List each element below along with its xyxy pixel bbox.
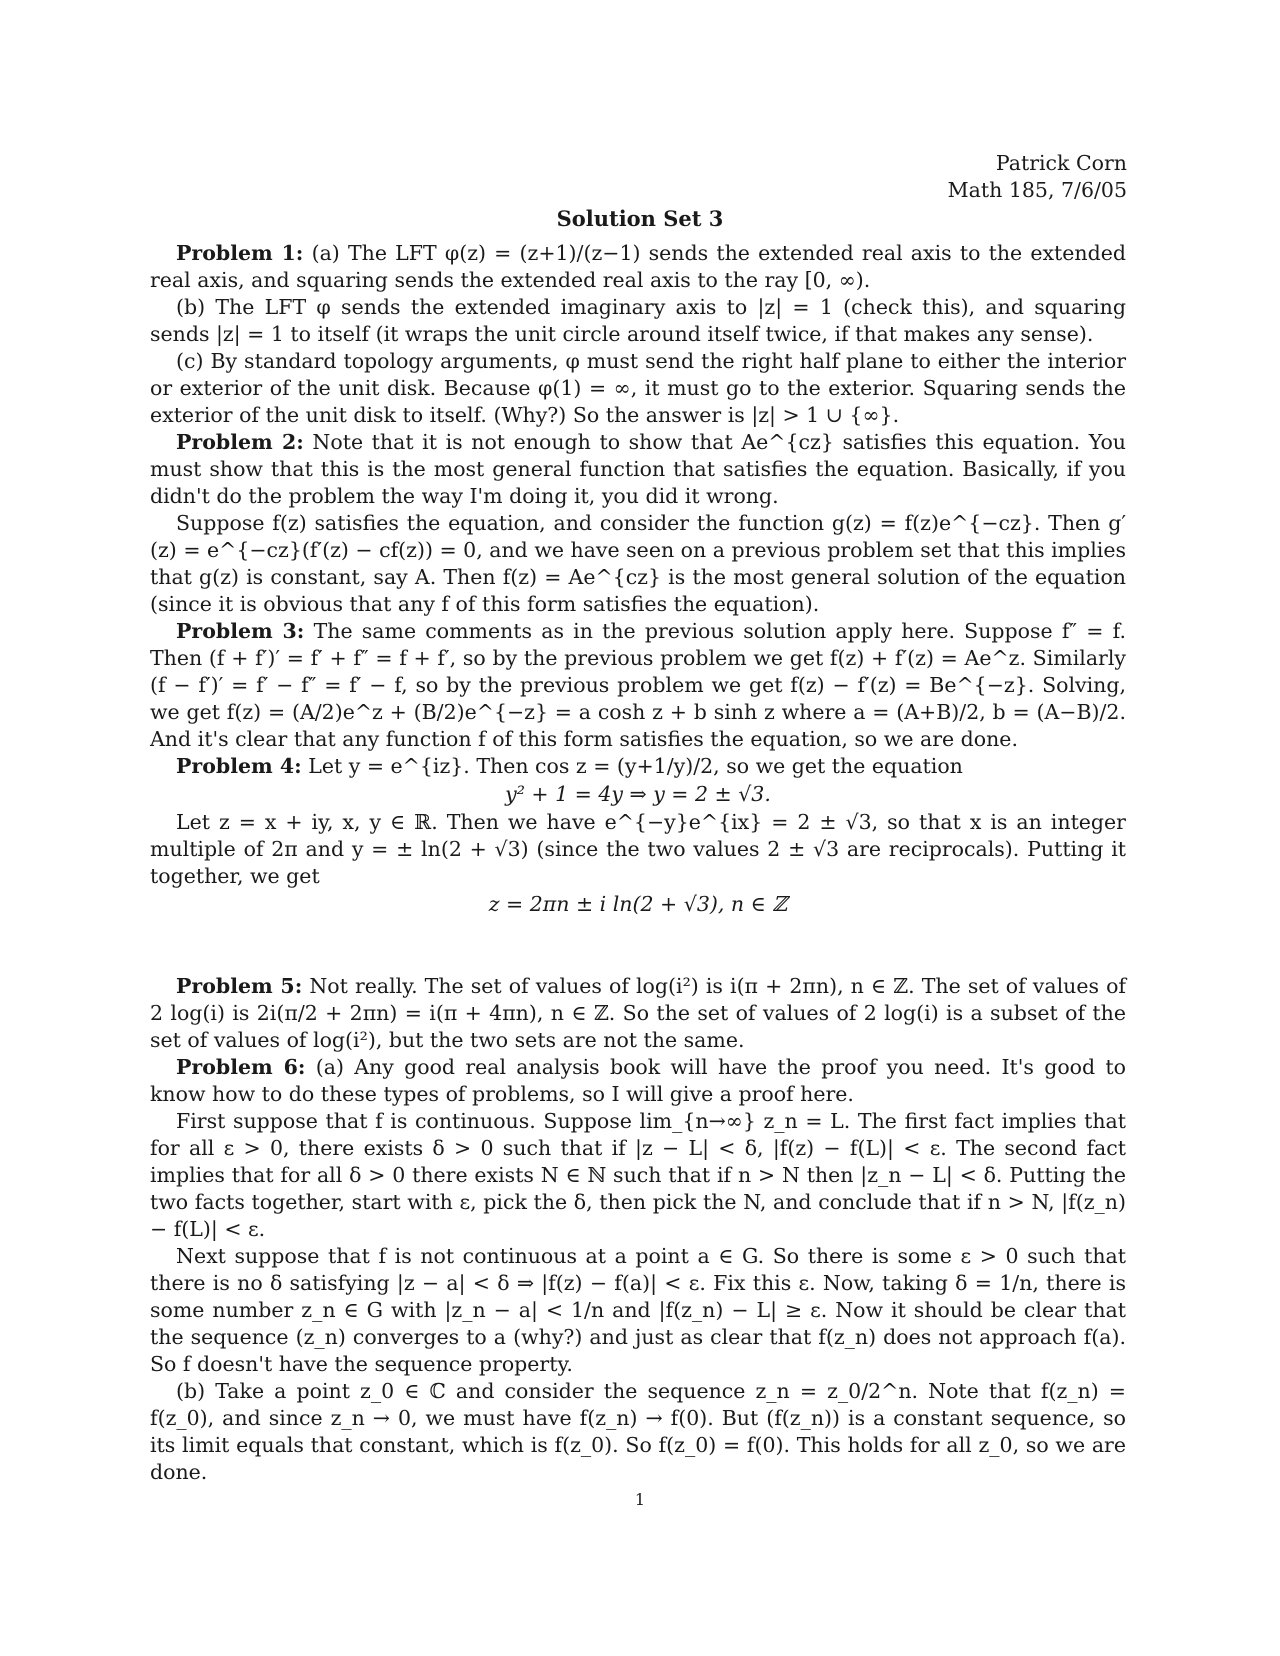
problem-5-label: Problem 5:: [176, 974, 303, 998]
problem-4-middle: Let z = x + iy, x, y ∈ ℝ. Then we have e^{−y}e^{ix} = 2 ± √3, so that x is an integer multiple of 2π and y = ± ln(2 + √3) (since the two values 2 ± √3 are reciprocals). Putting it together, we get: [150, 810, 1126, 888]
problem-2-para-1: Problem 2: Note that it is not enough to show that Ae^{cz} satisfies this equation. You must show that this is the most general function that satisfies the equation. Basically, if you didn't do the problem the way I'm doing it, you did it wrong.: [150, 430, 1126, 508]
problem-4-equation-2: z = 2πn ± i ln(2 + √3), n ∈ ℤ: [488, 892, 788, 916]
document-body: [150, 240, 1126, 1486]
problem-2-label: Problem 2:: [176, 430, 304, 454]
problem-4-equation-1: y² + 1 = 4y ⇒ y = 2 ± √3.: [505, 782, 771, 806]
problem-6-label: Problem 6:: [176, 1055, 306, 1079]
spacer: [150, 919, 1126, 973]
page-number: 1: [634, 1490, 646, 1509]
problem-5-para-1: Problem 5: Not really. The set of values of log(i²) is i(π + 2πn), n ∈ ℤ. The set of values of 2 log(i) is 2i(π/2 + 2πn) = i(π + 4πn), n ∈ ℤ. So the set of values of 2 log(i) is a subset of the set of values of log(i²), but the two sets are not the same.: [150, 974, 1126, 1052]
problem-3-label: Problem 3:: [176, 619, 305, 643]
problem-6-part-b: (b) Take a point z_0 ∈ ℂ and consider the sequence z_n = z_0/2^n. Note that f(z_n) = f(z_0), and since z_n → 0, we must have f(z_n) → f(0). But (f(z_n)) is a constant sequence, so its limit equals that constant, which is f(z_0). So f(z_0) = f(0). This holds for all z_0, so we are done.: [150, 1379, 1126, 1484]
problem-1-label: Problem 1:: [176, 241, 304, 265]
problem-6-part-a: Problem 6: (a) Any good real analysis book will have the proof you need. It's good to know how to do these types of problems, so I will give a proof here.: [150, 1055, 1127, 1106]
problem-2-para-2: Suppose f(z) satisfies the equation, and consider the function g(z) = f(z)e^{−cz}. Then g′(z) = e^{−cz}(f′(z) − cf(z)) = 0, and we have seen on a previous problem set that this implies that g(z) is constant, say A. Then f(z) = Ae^{cz} is the most general solution of the equation (since it is obvious that any f of this form satisfies the equation).: [150, 511, 1127, 616]
problem-3-para-1: Problem 3: The same comments as in the previous solution apply here. Suppose f″ = f. Then (f + f′)′ = f′ + f″ = f + f′, so by the previous problem we get f(z) + f′(z) = Ae^z. Similarly (f − f′)′ = f′ − f″ = f′ − f, so by the previous problem we get f(z) − f′(z) = Be^{−z}. Solving, we get f(z) = (A/2)e^z + (B/2)e^{−z} = a cosh z + b sinh z where a = (A+B)/2, b = (A−B)/2. And it's clear that any function f of this form satisfies the equation, so we are done.: [150, 619, 1126, 751]
problem-6-para-3: Next suppose that f is not continuous at a point a ∈ G. So there is some ε > 0 such that there is no δ satisfying |z − a| < δ ⇒ |f(z) − f(a)| < ε. Fix this ε. Now, taking δ = 1/n, there is some number z_n ∈ G with |z_n − a| < 1/n and |f(z_n) − L| ≥ ε. Now it should be clear that the sequence (z_n) converges to a (why?) and just as clear that f(z_n) does not approach f(a). So f doesn't have the sequence property.: [150, 1244, 1126, 1376]
header: [948, 150, 1127, 204]
problem-6-para-2: First suppose that f is continuous. Suppose lim_{n→∞} z_n = L. The first fact implies that for all ε > 0, there exists δ > 0 such that if |z − L| < δ, |f(z) − f(L)| < ε. The second fact implies that for all δ > 0 there exists N ∈ ℕ such that if n > N then |z_n − L| < δ. Putting the two facts together, start with ε, pick the δ, then pick the N, and conclude that if n > N, |f(z_n) − f(L)| < ε.: [150, 1109, 1126, 1241]
problem-4-label: Problem 4:: [176, 754, 302, 778]
course-date: Math 185, 7/6/05: [947, 178, 1127, 202]
problem-1-part-a: Problem 1: (a) The LFT φ(z) = (z+1)/(z−1) sends the extended real axis to the extended real axis, and squaring sends the extended real axis to the ray [0, ∞).: [150, 241, 1126, 292]
author-name: Patrick Corn: [995, 151, 1127, 175]
problem-4-intro: Problem 4: Let y = e^{iz}. Then cos z = (y+1/y)/2, so we get the equation: [176, 754, 963, 778]
problem-1-part-c: (c) By standard topology arguments, φ must send the right half plane to either the interior or exterior of the unit disk. Because φ(1) = ∞, it must go to the exterior. Squaring sends the exterior of the unit disk to itself. (Why?) So the answer is |z| > 1 ∪ {∞}.: [150, 349, 1126, 427]
problem-1-part-b: (b) The LFT φ sends the extended imaginary axis to |z| = 1 (check this), and squaring sends |z| = 1 to itself (it wraps the unit circle around itself twice, if that makes any sense).: [150, 295, 1126, 346]
page-title: Solution Set 3: [556, 206, 724, 231]
